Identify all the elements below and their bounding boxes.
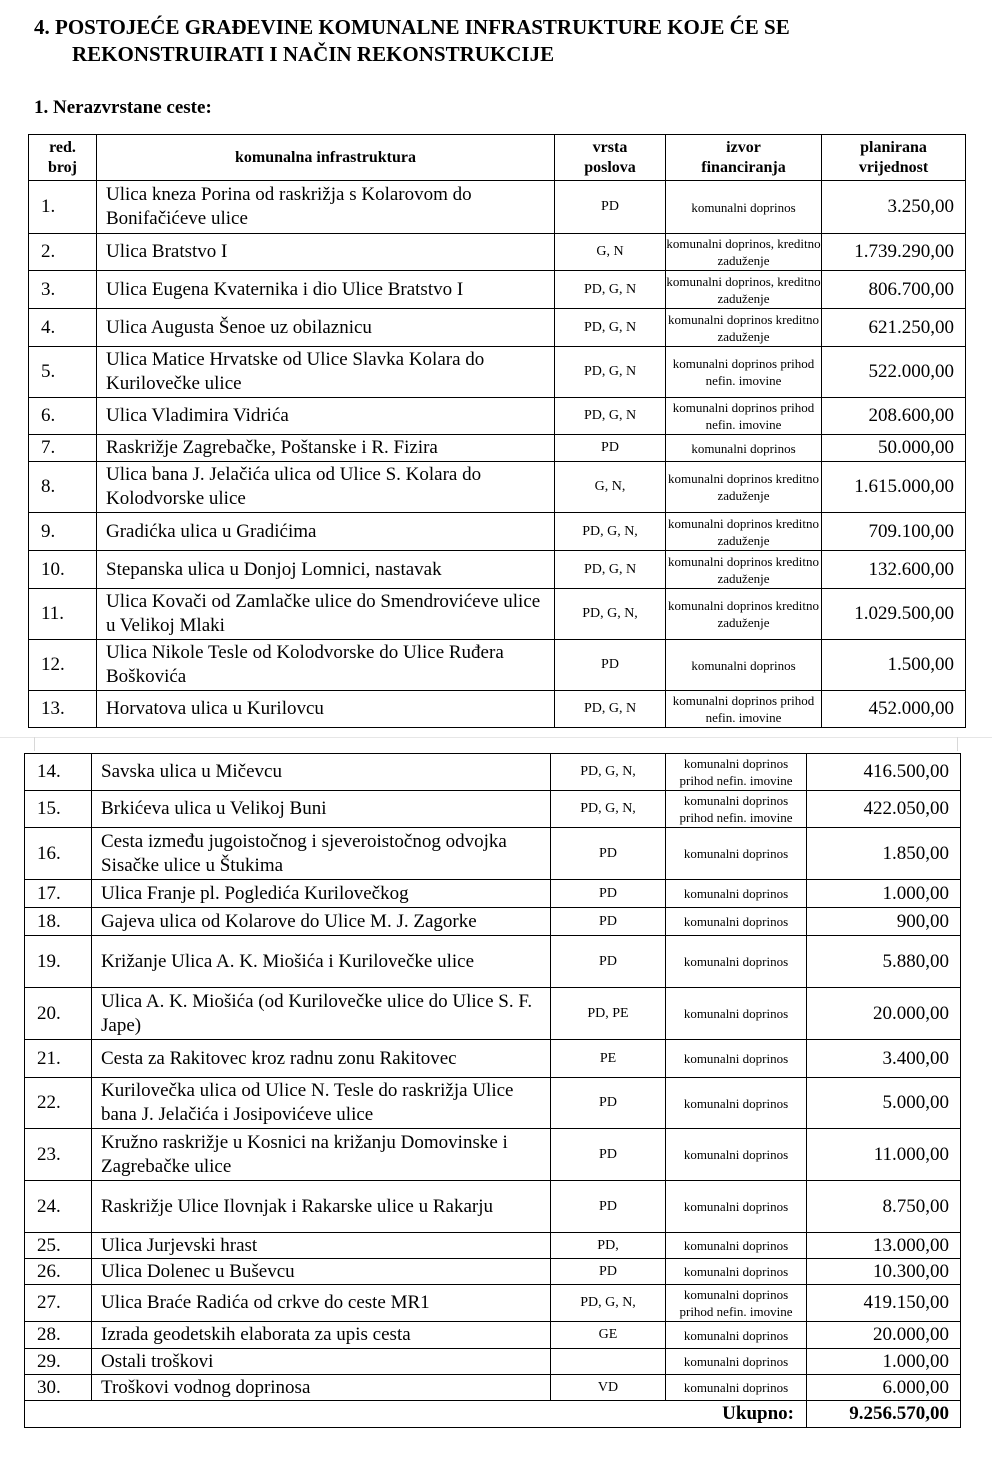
row-number: 3. [29, 271, 97, 309]
row-work-type: PD, G, N, [555, 513, 666, 551]
row-number: 18. [25, 908, 92, 936]
row-value: 1.615.000,00 [822, 462, 966, 513]
table-row [29, 551, 966, 589]
row-work-type: PD, G, N [555, 309, 666, 347]
header-fund: izvor financiranja [666, 135, 822, 181]
row-number: 2. [29, 234, 97, 271]
row-work-type: PD, G, N, [551, 1285, 666, 1322]
row-work-type: PD [551, 936, 666, 988]
row-name: Izrada geodetskih elaborata za upis cesta [92, 1322, 551, 1349]
section-heading [34, 14, 974, 68]
row-funding-source: komunalni doprinos [666, 181, 822, 234]
table-row [25, 828, 961, 880]
table-row [29, 309, 966, 347]
row-name: Ulica kneza Porina od raskrižja s Kolarovom do Bonifačićeve ulice [97, 181, 555, 234]
table-row [29, 347, 966, 398]
page-break-line [0, 737, 992, 738]
row-name: Gajeva ulica od Kolarove do Ulice M. J. Zagorke [92, 908, 551, 936]
table-row [25, 1349, 961, 1375]
table-row [29, 691, 966, 728]
row-funding-source: komunalni doprinos [666, 1040, 807, 1078]
row-name: Ulica bana J. Jelačića ulica od Ulice S. Kolara do Kolodvorske ulice [97, 462, 555, 513]
row-number: 7. [29, 435, 97, 462]
row-work-type: PD, G, N, [555, 589, 666, 640]
row-name: Cesta između jugoistočnog i sjeveroistočnog odvojka Sisačke ulice u Štukima [92, 828, 551, 880]
row-work-type: PD, [551, 1233, 666, 1259]
header-num: red. broj [29, 135, 97, 181]
row-work-type: PD, G, N, [551, 754, 666, 791]
row-name: Stepanska ulica u Donjoj Lomnici, nastavak [97, 551, 555, 589]
table-row [29, 234, 966, 271]
row-work-type: PD, G, N [555, 271, 666, 309]
row-number: 9. [29, 513, 97, 551]
row-work-type: PD [551, 908, 666, 936]
header-type: vrsta poslova [555, 135, 666, 181]
row-value: 20.000,00 [807, 988, 961, 1040]
header-value: planirana vrijednost [822, 135, 966, 181]
row-number: 10. [29, 551, 97, 589]
row-funding-source: komunalni doprinos kreditno zaduženje [666, 462, 822, 513]
row-name: Ulica Matice Hrvatske od Ulice Slavka Kolara do Kurilovečke ulice [97, 347, 555, 398]
section-heading-line1: 4. POSTOJEĆE GRAĐEVINE KOMUNALNE INFRASTRUKTURE KOJE ĆE SE [34, 15, 790, 39]
row-funding-source: komunalni doprinos [666, 1259, 807, 1285]
row-number: 27. [25, 1285, 92, 1322]
row-value: 900,00 [807, 908, 961, 936]
row-name: Kurilovečka ulica od Ulice N. Tesle do raskrižja Ulice bana J. Jelačića i Josipovićeve ulice [92, 1078, 551, 1129]
section-heading-line2: REKONSTRUIRATI I NAČIN REKONSTRUKCIJE [72, 42, 555, 66]
row-funding-source: komunalni doprinos kreditno zaduženje [666, 309, 822, 347]
row-value: 3.250,00 [822, 181, 966, 234]
row-work-type: PD [555, 640, 666, 691]
row-number: 29. [25, 1349, 92, 1375]
row-number: 1. [29, 181, 97, 234]
table-row [25, 1375, 961, 1401]
row-number: 22. [25, 1078, 92, 1129]
row-number: 17. [25, 880, 92, 908]
row-value: 5.000,00 [807, 1078, 961, 1129]
table-row [25, 1040, 961, 1078]
row-value: 1.029.500,00 [822, 589, 966, 640]
table-row [25, 1181, 961, 1233]
row-number: 8. [29, 462, 97, 513]
row-number: 11. [29, 589, 97, 640]
row-value: 709.100,00 [822, 513, 966, 551]
row-value: 416.500,00 [807, 754, 961, 791]
row-number: 19. [25, 936, 92, 988]
row-name: Ulica Eugena Kvaternika i dio Ulice Bratstvo I [97, 271, 555, 309]
row-value: 11.000,00 [807, 1129, 961, 1181]
row-name: Križanje Ulica A. K. Miošića i Kurilovečke ulice [92, 936, 551, 988]
row-value: 806.700,00 [822, 271, 966, 309]
total-row [25, 1401, 961, 1428]
row-value: 419.150,00 [807, 1285, 961, 1322]
table-row [25, 936, 961, 988]
row-value: 208.600,00 [822, 398, 966, 435]
row-funding-source: komunalni doprinos prihod nefin. imovine [666, 1285, 807, 1322]
row-name: Ulica Nikole Tesle od Kolodvorske do Ulice Ruđera Boškovića [97, 640, 555, 691]
total-label: Ukupno: [25, 1401, 807, 1428]
table-row [25, 908, 961, 936]
row-value: 6.000,00 [807, 1375, 961, 1401]
table-row [25, 754, 961, 791]
row-number: 30. [25, 1375, 92, 1401]
row-funding-source: komunalni doprinos [666, 1349, 807, 1375]
row-number: 26. [25, 1259, 92, 1285]
row-value: 1.500,00 [822, 640, 966, 691]
row-name: Ulica Jurjevski hrast [92, 1233, 551, 1259]
row-work-type: PD [551, 1078, 666, 1129]
row-work-type: G, N [555, 234, 666, 271]
row-funding-source: komunalni doprinos [666, 936, 807, 988]
row-funding-source: komunalni doprinos [666, 988, 807, 1040]
row-funding-source: komunalni doprinos kreditno zaduženje [666, 551, 822, 589]
row-work-type: G, N, [555, 462, 666, 513]
row-value: 8.750,00 [807, 1181, 961, 1233]
table-row [29, 435, 966, 462]
row-value: 621.250,00 [822, 309, 966, 347]
row-work-type: PD [551, 1259, 666, 1285]
table-row [29, 398, 966, 435]
row-work-type: PD [551, 880, 666, 908]
row-funding-source: komunalni doprinos prihod nefin. imovine [666, 398, 822, 435]
row-number: 16. [25, 828, 92, 880]
row-number: 25. [25, 1233, 92, 1259]
table-row [25, 1078, 961, 1129]
row-value: 1.739.290,00 [822, 234, 966, 271]
row-name: Raskrižje Ulice Ilovnjak i Rakarske ulice u Rakarju [92, 1181, 551, 1233]
row-value: 1.000,00 [807, 1349, 961, 1375]
table-row [29, 181, 966, 234]
page-break-mark-left [34, 737, 35, 751]
table-row [25, 880, 961, 908]
row-funding-source: komunalni doprinos [666, 880, 807, 908]
infrastructure-table-part-1 [28, 134, 966, 728]
row-name: Horvatova ulica u Kurilovcu [97, 691, 555, 728]
row-value: 452.000,00 [822, 691, 966, 728]
row-work-type: PD, PE [551, 988, 666, 1040]
row-funding-source: komunalni doprinos [666, 1078, 807, 1129]
row-name: Raskrižje Zagrebačke, Poštanske i R. Fizira [97, 435, 555, 462]
row-name: Gradićka ulica u Gradićima [97, 513, 555, 551]
row-number: 24. [25, 1181, 92, 1233]
row-work-type: PD, G, N, [551, 791, 666, 828]
row-number: 12. [29, 640, 97, 691]
row-name: Savska ulica u Mičevcu [92, 754, 551, 791]
table-row [25, 1322, 961, 1349]
subsection-heading: 1. Nerazvrstane ceste: [34, 97, 212, 118]
table-row [25, 1285, 961, 1322]
row-funding-source: komunalni doprinos [666, 1322, 807, 1349]
row-work-type: PD, G, N [555, 551, 666, 589]
header-name: komunalna infrastruktura [97, 135, 555, 181]
row-name: Ulica Braće Radića od crkve do ceste MR1 [92, 1285, 551, 1322]
row-name: Ulica Vladimira Vidrića [97, 398, 555, 435]
table-row [29, 271, 966, 309]
row-work-type [551, 1349, 666, 1375]
row-work-type: GE [551, 1322, 666, 1349]
row-name: Ulica Bratstvo I [97, 234, 555, 271]
row-funding-source: komunalni doprinos prihod nefin. imovine [666, 347, 822, 398]
row-work-type: PD [555, 435, 666, 462]
row-funding-source: komunalni doprinos, kreditno zaduženje [666, 271, 822, 309]
row-value: 5.880,00 [807, 936, 961, 988]
row-funding-source: komunalni doprinos kreditno zaduženje [666, 589, 822, 640]
row-funding-source: komunalni doprinos kreditno zaduženje [666, 513, 822, 551]
row-value: 1.850,00 [807, 828, 961, 880]
row-number: 6. [29, 398, 97, 435]
table-row [29, 462, 966, 513]
row-number: 14. [25, 754, 92, 791]
row-value: 522.000,00 [822, 347, 966, 398]
row-funding-source: komunalni doprinos prihod nefin. imovine [666, 754, 807, 791]
row-name: Kružno raskrižje u Kosnici na križanju Domovinske i Zagrebačke ulice [92, 1129, 551, 1181]
row-funding-source: komunalni doprinos [666, 1181, 807, 1233]
row-name: Ulica Kovači od Zamlačke ulice do Smendrovićeve ulice u Velikoj Mlaki [97, 589, 555, 640]
row-name: Ulica Franje pl. Pogledića Kurilovečkog [92, 880, 551, 908]
row-value: 3.400,00 [807, 1040, 961, 1078]
row-name: Brkićeva ulica u Velikoj Buni [92, 791, 551, 828]
table-row [25, 988, 961, 1040]
row-number: 23. [25, 1129, 92, 1181]
table-row [29, 589, 966, 640]
table-row [29, 640, 966, 691]
row-funding-source: komunalni doprinos [666, 640, 822, 691]
row-number: 5. [29, 347, 97, 398]
row-name: Troškovi vodnog doprinosa [92, 1375, 551, 1401]
row-funding-source: komunalni doprinos [666, 1129, 807, 1181]
row-number: 21. [25, 1040, 92, 1078]
table-row [25, 1233, 961, 1259]
row-funding-source: komunalni doprinos [666, 828, 807, 880]
table-row [25, 791, 961, 828]
row-funding-source: komunalni doprinos [666, 1375, 807, 1401]
row-value: 422.050,00 [807, 791, 961, 828]
row-work-type: PE [551, 1040, 666, 1078]
row-number: 4. [29, 309, 97, 347]
row-name: Ulica Augusta Šenoe uz obilaznicu [97, 309, 555, 347]
row-work-type: VD [551, 1375, 666, 1401]
row-number: 15. [25, 791, 92, 828]
row-work-type: PD, G, N [555, 398, 666, 435]
row-work-type: PD [551, 1129, 666, 1181]
row-value: 1.000,00 [807, 880, 961, 908]
row-work-type: PD [551, 828, 666, 880]
row-value: 13.000,00 [807, 1233, 961, 1259]
row-work-type: PD, G, N [555, 347, 666, 398]
row-work-type: PD, G, N [555, 691, 666, 728]
table-row [29, 513, 966, 551]
row-funding-source: komunalni doprinos [666, 435, 822, 462]
total-value: 9.256.570,00 [807, 1401, 961, 1428]
row-number: 20. [25, 988, 92, 1040]
table-row [25, 1129, 961, 1181]
row-number: 13. [29, 691, 97, 728]
row-value: 50.000,00 [822, 435, 966, 462]
row-name: Cesta za Rakitovec kroz radnu zonu Rakitovec [92, 1040, 551, 1078]
row-value: 10.300,00 [807, 1259, 961, 1285]
infrastructure-table-part-2 [24, 753, 961, 1428]
page-break-mark-right [957, 737, 958, 751]
row-name: Ulica Dolenec u Buševcu [92, 1259, 551, 1285]
table-header-row [29, 135, 966, 181]
row-work-type: PD [551, 1181, 666, 1233]
row-name: Ulica A. K. Miošića (od Kurilovečke ulice do Ulice S. F. Jape) [92, 988, 551, 1040]
row-funding-source: komunalni doprinos, kreditno zaduženje [666, 234, 822, 271]
row-funding-source: komunalni doprinos [666, 1233, 807, 1259]
row-name: Ostali troškovi [92, 1349, 551, 1375]
row-work-type: PD [555, 181, 666, 234]
table-row [25, 1259, 961, 1285]
row-value: 132.600,00 [822, 551, 966, 589]
row-funding-source: komunalni doprinos prihod nefin. imovine [666, 691, 822, 728]
row-funding-source: komunalni doprinos [666, 908, 807, 936]
row-number: 28. [25, 1322, 92, 1349]
row-funding-source: komunalni doprinos prihod nefin. imovine [666, 791, 807, 828]
row-value: 20.000,00 [807, 1322, 961, 1349]
